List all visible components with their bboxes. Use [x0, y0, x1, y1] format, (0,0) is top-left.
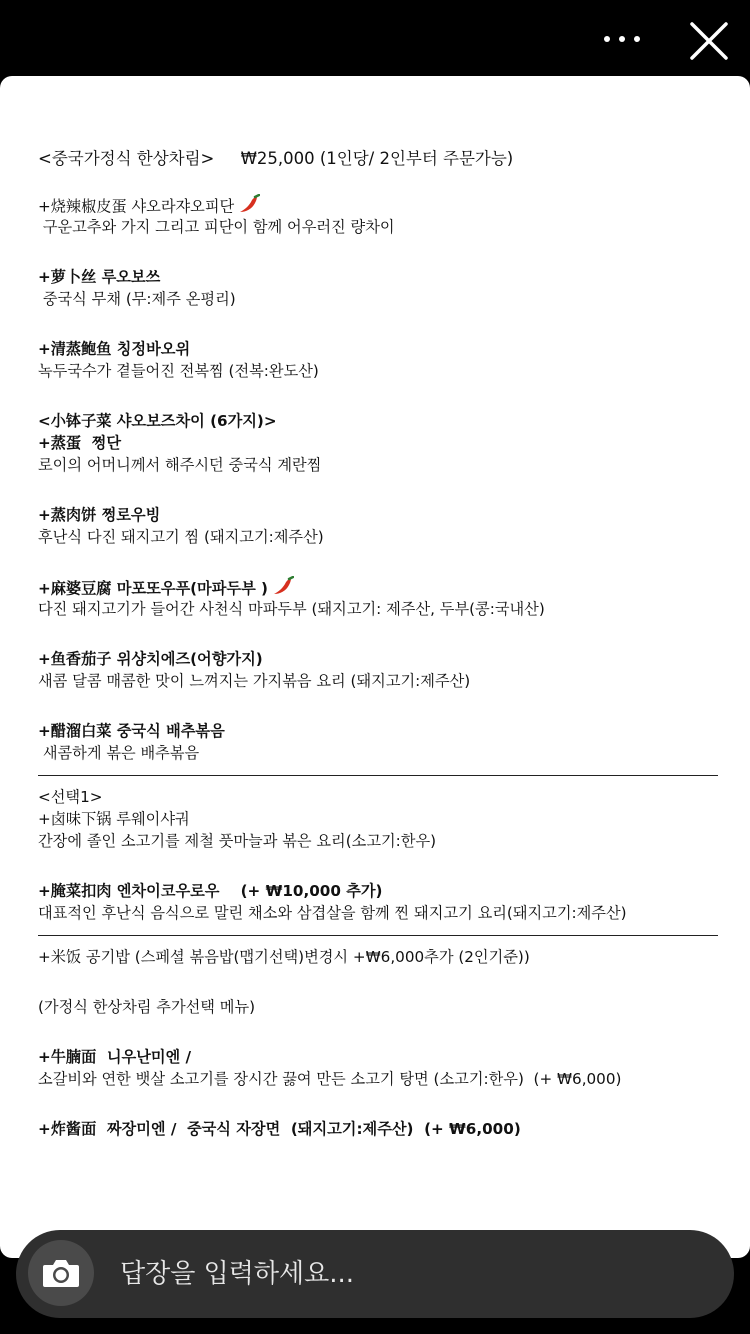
section-heading: (가정식 한상차림 추가선택 메뉴): [38, 998, 256, 1016]
menu-item-title: +腌菜扣肉 엔차이코우로우 (+ ₩10,000 추가): [38, 882, 383, 900]
menu-item-title: +牛腩面 니우난미엔 /: [38, 1048, 192, 1066]
menu-item-description: 소갈비와 연한 뱃살 소고기를 장시간 끓여 만든 소고기 탕면 (소고기:한우) (+ ₩6,000): [38, 1070, 622, 1088]
camera-icon: [41, 1257, 81, 1289]
menu-item-description: 새콤 달콤 매콤한 맛이 느껴지는 가지볶음 요리 (돼지고기:제주산): [38, 672, 471, 690]
menu-item-title: +烧辣椒皮蛋 샤오라쟈오피단: [38, 194, 718, 216]
menu-item-description: 중국식 무채 (무:제주 온평리): [38, 290, 236, 308]
menu-item-description: 새콤하게 볶은 배추볶음: [38, 744, 200, 762]
reply-bar: [16, 1230, 734, 1318]
camera-button[interactable]: [28, 1240, 94, 1306]
menu-item-title: +萝卜丝 루오보쓰: [38, 268, 161, 286]
section-heading: <선택1>: [38, 788, 103, 806]
menu-item-description: 대표적인 후난식 음식으로 말린 채소와 삼겹살을 함께 찐 돼지고기 요리(돼지고기:제주산): [38, 904, 627, 922]
story-image-card: [0, 76, 750, 1258]
menu-item-title: +米饭 공기밥 (스페셜 볶음밥(맵기선택)변경시 +₩6,000추가 (2인기준)): [38, 948, 530, 966]
more-options-icon[interactable]: [604, 26, 640, 52]
divider: [38, 775, 718, 776]
section-heading: <小钵子菜 샤오보즈차이 (6가지)>: [38, 412, 277, 430]
menu-item-description: 녹두국수가 곁들어진 전복찜 (전복:완도산): [38, 362, 319, 380]
menu-item-title: +麻婆豆腐 마포또우푸(마파두부 ): [38, 576, 718, 598]
menu-item-description: 다진 돼지고기가 들어간 사천식 마파두부 (돼지고기: 제주산, 두부(콩:국내산): [38, 600, 545, 618]
menu-item-title: +蒸蛋 쩡단: [38, 434, 122, 452]
menu-item-description: 로이의 어머니께서 해주시던 중국식 계란찜: [38, 456, 322, 474]
menu-item-description: 구운고추와 가지 그리고 피단이 함께 어우러진 량차이: [38, 218, 395, 236]
menu-document: [38, 146, 718, 1140]
menu-item-title: +炸酱面 짜장미엔 / 중국식 자장면 (돼지고기:제주산) (+ ₩6,000): [38, 1120, 521, 1138]
top-bar: [0, 0, 750, 76]
menu-item-title: +卤味下锅 루웨이샤궈: [38, 810, 190, 828]
reply-input[interactable]: [120, 1254, 680, 1294]
menu-item-title: +蒸肉饼 쩡로우빙: [38, 506, 161, 524]
menu-header: <중국가정식 한상차림> ₩25,000 (1인당/ 2인부터 주문가능): [38, 149, 514, 168]
menu-item-title: +鱼香茄子 위샹치에즈(어향가지): [38, 650, 263, 668]
close-icon[interactable]: [688, 20, 730, 62]
menu-item-title: +醋溜白菜 중국식 배추볶음: [38, 722, 225, 740]
menu-item-description: 간장에 졸인 소고기를 제철 풋마늘과 볶은 요리(소고기:한우): [38, 832, 437, 850]
menu-item-description: 후난식 다진 돼지고기 찜 (돼지고기:제주산): [38, 528, 324, 546]
divider: [38, 935, 718, 936]
menu-item-title: +清蒸鲍鱼 칭정바오위: [38, 340, 191, 358]
